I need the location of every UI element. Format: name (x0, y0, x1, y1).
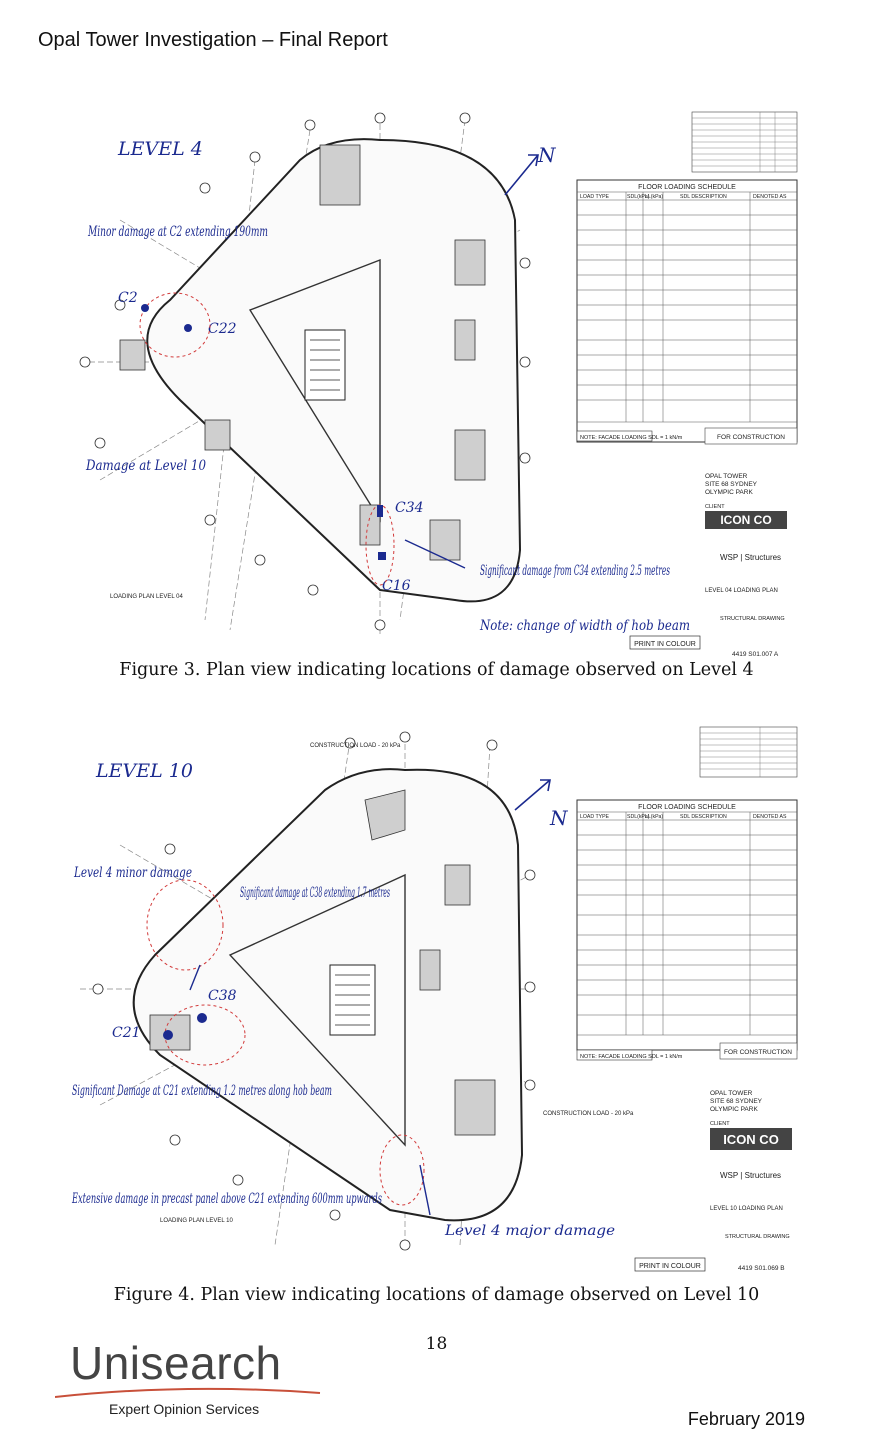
annotation-damage10: Damage at Level 10 (85, 458, 207, 474)
logo-subtitle: Expert Opinion Services (109, 1401, 260, 1417)
schedule-title-2: FLOOR LOADING SCHEDULE (638, 804, 736, 811)
print-colour-label-2: PRINT IN COLOUR (639, 1263, 701, 1270)
schedule-header-sdl-2: SDL(kPa) (627, 814, 650, 820)
unisearch-logo: Unisearch (70, 1337, 282, 1389)
schedule-header-desc: SDL DESCRIPTION (680, 194, 727, 200)
annotation-minor: Minor damage at C2 extending 190mm (87, 224, 268, 240)
drawing-title: LEVEL 04 LOADING PLAN (705, 588, 778, 594)
facade-note: NOTE: FACADE LOADING SDL = 1 kN/m (580, 435, 683, 441)
print-colour-label: PRINT IN COLOUR (634, 641, 696, 648)
north-arrow: N (538, 143, 556, 167)
level-label-2: LEVEL 10 (96, 760, 193, 782)
consultant-logo: WSP | Structures (720, 553, 782, 562)
report-date: February 2019 (687, 1409, 805, 1429)
drawing-number-2: 4419 S01.069 B (738, 1265, 785, 1272)
figure-4-caption: Figure 4. Plan view indicating locations of damage observed on Level 10 (113, 1285, 760, 1305)
for-construction-label-2: FOR CONSTRUCTION (724, 1049, 792, 1056)
construction-load-top: CONSTRUCTION LOAD - 20 kPa (310, 743, 401, 749)
annotation-note: Note: change of width of hob beam (479, 618, 690, 634)
logo-swoosh (55, 1385, 325, 1401)
annotation-level4major: Level 4 major damage (443, 1223, 615, 1239)
annotation-c22: C22 (208, 321, 237, 337)
figure-3-plan (60, 100, 812, 660)
schedule-header-denoted-2: DENOTED AS (753, 814, 787, 820)
schedule-header-desc-2: SDL DESCRIPTION (680, 814, 727, 820)
client-logo: ICON CO (720, 513, 772, 527)
level-label: LEVEL 4 (118, 138, 203, 160)
page-number: 18 (425, 1334, 448, 1354)
project-park: OLYMPIC PARK (705, 489, 753, 496)
drawing-number: 4419 S01.007 A (732, 651, 779, 658)
annotation-level4minor: Level 4 minor damage (73, 865, 192, 881)
annotation-significant-c21: Significant Damage at C21 extending 1.2 metres along hob beam (72, 1083, 332, 1099)
annotation-c38: C38 (208, 988, 237, 1004)
client-label: CLIENT (705, 504, 725, 510)
project-name-2: OPAL TOWER (710, 1090, 753, 1097)
schedule-header-load: LOAD TYPE (580, 194, 610, 200)
north-arrow-2: N (550, 806, 568, 830)
for-construction-label: FOR CONSTRUCTION (717, 434, 785, 441)
report-header: Opal Tower Investigation – Final Report (38, 29, 388, 51)
schedule-header-load-2: LOAD TYPE (580, 814, 610, 820)
annotation-c34: C34 (395, 500, 424, 516)
project-name: OPAL TOWER (705, 473, 748, 480)
annotation-c21: C21 (112, 1025, 141, 1041)
drawing-title-2: LEVEL 10 LOADING PLAN (710, 1206, 783, 1212)
facade-note-2: NOTE: FACADE LOADING SDL = 1 kN/m (580, 1054, 683, 1060)
project-site: SITE 68 SYDNEY (705, 481, 758, 488)
schedule-title: FLOOR LOADING SCHEDULE (638, 184, 736, 191)
project-site-2: SITE 68 SYDNEY (710, 1098, 763, 1105)
plan-label: LOADING PLAN LEVEL 04 (110, 594, 183, 600)
plan-label-2: LOADING PLAN LEVEL 10 (160, 1218, 233, 1224)
schedule-header-sdl: SDL(kPa) (627, 194, 650, 200)
consultant-logo-2: WSP | Structures (720, 1171, 782, 1180)
figure-4-plan (60, 725, 812, 1275)
schedule-header-ll-2: LL(kPa) (645, 814, 664, 820)
structural-label-2: STRUCTURAL DRAWING (725, 1234, 790, 1240)
annotation-c2: C2 (118, 290, 138, 306)
construction-load-right: CONSTRUCTION LOAD - 20 kPa (543, 1111, 634, 1117)
schedule-header-ll: LL(kPa) (645, 194, 664, 200)
figure-3-caption: Figure 3. Plan view indicating locations of damage observed on Level 4 (119, 660, 754, 680)
client-logo-2: ICON CO (723, 1132, 779, 1147)
annotation-significant-c38: Significant damage at C38 extending 1.7 metres (240, 885, 390, 901)
client-label-2: CLIENT (710, 1121, 730, 1127)
annotation-extensive: Extensive damage in precast panel above C21 extending 600mm upwards (71, 1191, 383, 1207)
structural-label: STRUCTURAL DRAWING (720, 616, 785, 622)
schedule-header-denoted: DENOTED AS (753, 194, 787, 200)
annotation-c16: C16 (382, 578, 411, 594)
annotation-significant: Significant damage from C34 extending 2.5 metres (480, 563, 670, 579)
project-park-2: OLYMPIC PARK (710, 1106, 758, 1113)
